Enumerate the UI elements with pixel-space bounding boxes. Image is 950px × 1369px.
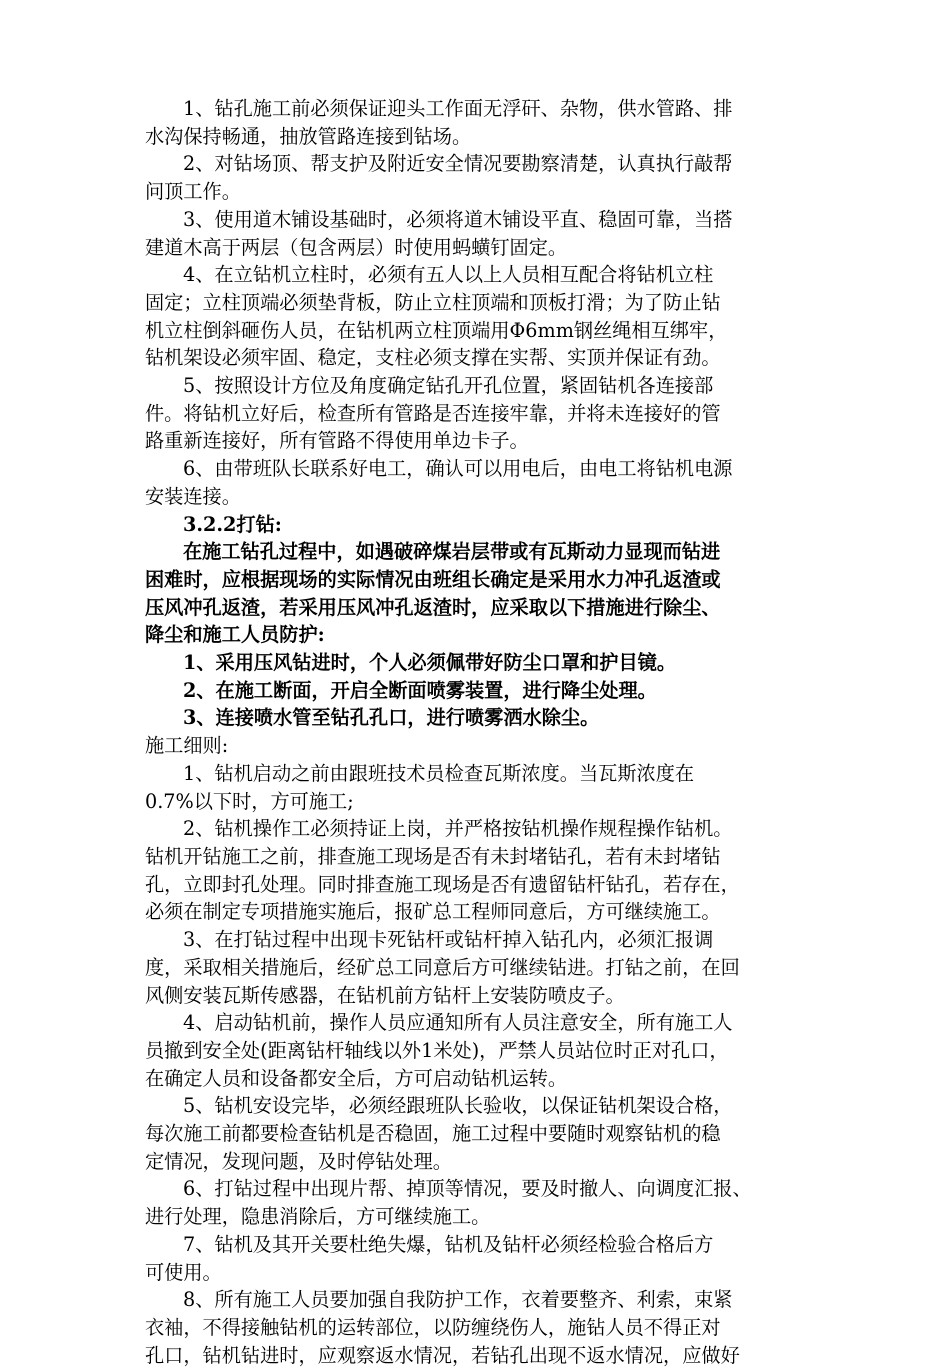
text-line: 件。将钻机立好后，检查所有管路是否连接牢靠，并将未连接好的管	[145, 401, 721, 425]
text-line: 2、钻机操作工必须持证上岗，并严格按钻机操作规程操作钻机。	[183, 817, 733, 841]
paragraph	[145, 1231, 810, 1286]
text-line: 1、钻孔施工前必须保证迎头工作面无浮矸、杂物，供水管路、排	[183, 97, 733, 120]
text-line: 建道木高于两层（包含两层）时使用蚂蟥钉固定。	[145, 235, 568, 259]
text-line: 固定；立柱顶端必须垫背板，防止立柱顶端和顶板打滑；为了防止钻	[145, 290, 721, 314]
paragraph	[145, 206, 810, 261]
text-line: 4、在立钻机立柱时，必须有五人以上人员相互配合将钻机立柱	[183, 263, 714, 287]
text-line: 在施工钻孔过程中，如遇破碎煤岩层带或有瓦斯动力显现而钻进	[183, 540, 721, 564]
paragraph	[145, 538, 810, 649]
text-line: 衣袖，不得接触钻机的运转部位，以防缠绕伤人，施钻人员不得正对	[145, 1315, 721, 1339]
paragraph	[145, 1286, 810, 1369]
paragraph	[145, 926, 810, 1009]
text-line: 施工细则:	[145, 734, 229, 758]
text-line: 3、连接喷水管至钻孔孔口，进行喷雾洒水除尘。	[183, 706, 600, 730]
text-line: 压风冲孔返渣，若采用压风冲孔返渣时，应采取以下措施进行除尘、	[145, 595, 721, 619]
text-line: 度，采取相关措施后，经矿总工同意后方可继续钻进。打钻之前，在回	[145, 955, 740, 979]
text-line: 路重新连接好，所有管路不得使用单边卡子。	[145, 429, 529, 453]
paragraph	[145, 372, 810, 455]
text-line: 问顶工作。	[145, 180, 241, 204]
text-line: 进行处理，隐患消除后，方可继续施工。	[145, 1205, 491, 1229]
text-line: 7、钻机及其开关要杜绝失爆，钻机及钻杆必须经检验合格后方	[183, 1232, 714, 1256]
text-line: 2、对钻场顶、帮支护及附近安全情况要勘察清楚，认真执行敲帮	[183, 152, 733, 176]
paragraph	[145, 1092, 810, 1175]
text-line: 孔口，钻机钻进时，应观察返水情况，若钻孔出现不返水情况，应做好	[145, 1343, 740, 1367]
text-line: 风侧安装瓦斯传感器，在钻机前方钻杆上安装防喷皮子。	[145, 983, 625, 1007]
text-line: 安装连接。	[145, 484, 241, 508]
paragraph	[145, 455, 810, 510]
text-line: 员撤到安全处(距离钻杆轴线以外1米处)，严禁人员站位时正对孔口，	[145, 1038, 729, 1062]
paragraph	[145, 150, 810, 205]
text-line: 5、钻机安设完毕，必须经跟班队长验收，以保证钻机架设合格，	[183, 1094, 733, 1118]
text-line: 孔，立即封孔处理。同时排查施工现场是否有遗留钻杆钻孔，若存在，	[145, 872, 740, 896]
text-line: 6、由带班队长联系好电工，确认可以用电后，由电工将钻机电源	[183, 457, 733, 481]
paragraph	[145, 815, 810, 926]
paragraph	[145, 649, 810, 677]
paragraph	[145, 760, 810, 815]
paragraph	[145, 511, 810, 539]
text-line: 每次施工前都要检查钻机是否稳固，施工过程中要随时观察钻机的稳	[145, 1122, 721, 1146]
text-line: 6、打钻过程中出现片帮、掉顶等情况，要及时撤人、向调度汇报、	[183, 1177, 752, 1201]
paragraph	[145, 95, 810, 150]
text-line: 困难时，应根据现场的实际情况由班组长确定是采用水力冲孔返渣或	[145, 567, 721, 591]
text-line: 降尘和施工人员防护:	[145, 623, 325, 647]
paragraph	[145, 261, 810, 372]
paragraph	[145, 732, 810, 760]
paragraph	[145, 677, 810, 705]
text-line: 5、按照设计方位及角度确定钻孔开孔位置，紧固钻机各连接部	[183, 374, 714, 398]
paragraph	[145, 1175, 810, 1230]
text-line: 3、使用道木铺设基础时，必须将道木铺设平直、稳固可靠，当搭	[183, 207, 733, 231]
text-line: 1、钻机启动之前由跟班技术员检查瓦斯浓度。当瓦斯浓度在	[183, 761, 695, 785]
text-line: 4、启动钻机前，操作人员应通知所有人员注意安全，所有施工人	[183, 1011, 733, 1035]
text-line: 1、采用压风钻进时，个人必须佩带好防尘口罩和护目镜。	[183, 651, 677, 675]
text-line: 钻机架设必须牢固、稳定，支柱必须支撑在实帮、实顶并保证有劲。	[145, 346, 721, 370]
text-line: 水沟保持畅通，抽放管路连接到钻场。	[145, 124, 472, 148]
text-line: 8、所有施工人员要加强自我防护工作，衣着要整齐、利索，束紧	[183, 1288, 733, 1312]
text-line: 2、在施工断面，开启全断面喷雾装置，进行降尘处理。	[183, 678, 657, 702]
text-line: 定情况，发现问题，及时停钻处理。	[145, 1149, 452, 1173]
paragraph	[145, 704, 810, 732]
document-body	[145, 95, 810, 1369]
text-line: 钻机开钻施工之前，排查施工现场是否有未封堵钻孔，若有未封堵钻	[145, 844, 721, 868]
text-line: 在确定人员和设备都安全后，方可启动钻机运转。	[145, 1066, 568, 1090]
text-line: 0.7%以下时，方可施工;	[145, 789, 354, 813]
paragraph	[145, 1009, 810, 1092]
text-line: 3.2.2打钻:	[183, 512, 282, 536]
text-line: 必须在制定专项措施实施后，报矿总工程师同意后，方可继续施工。	[145, 900, 721, 924]
text-line: 可使用。	[145, 1260, 222, 1284]
text-line: 机立柱倒斜砸伤人员，在钻机两立柱顶端用Φ6mm钢丝绳相互绑牢，	[145, 318, 728, 342]
text-line: 3、在打钻过程中出现卡死钻杆或钻杆掉入钻孔内，必须汇报调	[183, 928, 714, 952]
